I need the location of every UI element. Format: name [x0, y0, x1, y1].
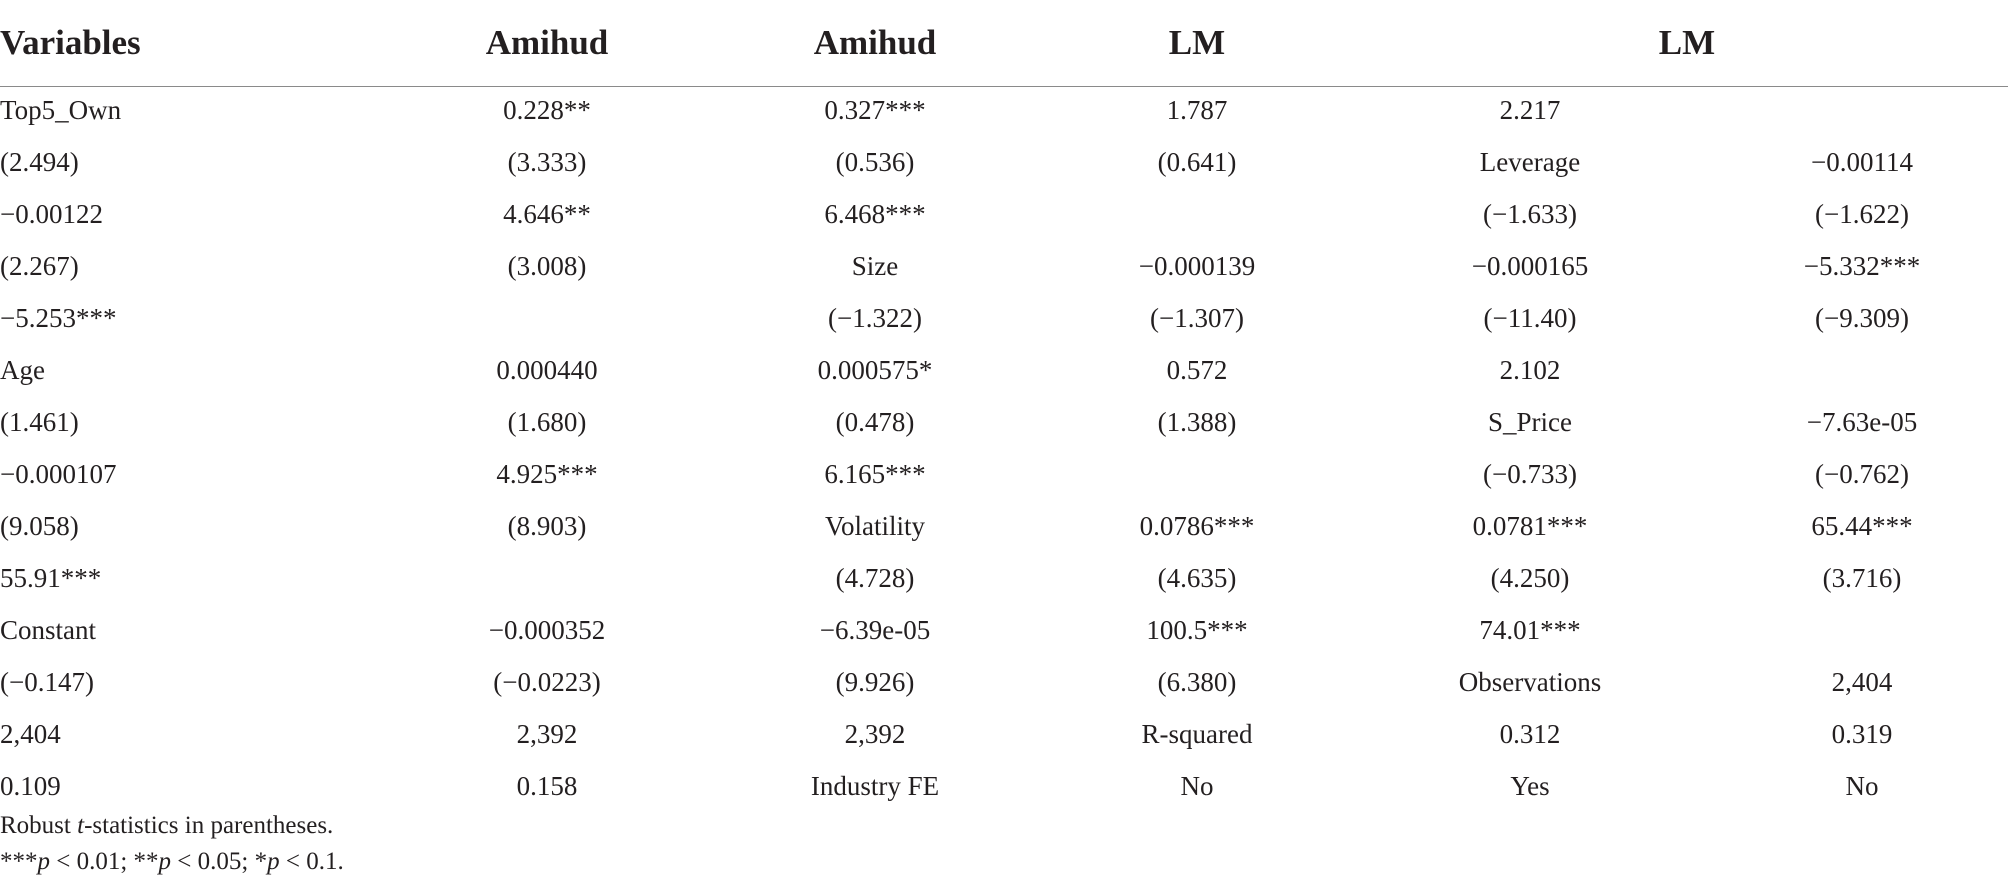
- table-cell: −0.000139: [1138, 251, 1256, 281]
- table-cell: No: [1180, 771, 1214, 801]
- table-cell: 0.0781***: [1472, 511, 1588, 541]
- table-cell: (−0.0223): [493, 667, 601, 697]
- table-cell: 0.319: [1831, 719, 1893, 749]
- table-cell: −0.000107: [0, 459, 117, 489]
- table-cell: −0.000165: [1471, 251, 1589, 281]
- table-row: [0, 762, 2008, 814]
- note-robust-t-statistics: Robust t-statistics in parentheses.: [0, 812, 334, 839]
- table-cell: (3.716): [1822, 563, 1902, 593]
- table-cell: (−0.762): [1815, 459, 1909, 489]
- table-cell: Leverage: [1479, 147, 1581, 177]
- table-cell: (−1.322): [828, 303, 922, 333]
- table-cell: (−11.40): [1483, 303, 1577, 333]
- table-cell: Industry FE: [810, 771, 940, 801]
- header-amihud-1: Amihud: [485, 23, 609, 62]
- table-cell: −7.63e-05: [1806, 407, 1918, 437]
- table-cell: Size: [851, 251, 899, 281]
- table-cell: 6.165***: [824, 459, 926, 489]
- table-cell: 2,404: [1831, 667, 1893, 697]
- table-cell: 0.158: [516, 771, 578, 801]
- table-cell: (8.903): [507, 511, 587, 541]
- table-cell: Top5_Own: [0, 95, 122, 125]
- table-row: [0, 710, 2008, 762]
- table-row: [0, 658, 2008, 710]
- table-row: [0, 450, 2008, 502]
- table-cell: 2,392: [844, 719, 906, 749]
- table-cell: (−0.733): [1483, 459, 1577, 489]
- table-row: [0, 606, 2008, 658]
- table-cell: Age: [0, 355, 45, 385]
- table-cell: 0.0786***: [1139, 511, 1255, 541]
- table-cell: −0.00122: [0, 199, 103, 229]
- table-cell: 0.228**: [503, 95, 591, 125]
- table-cell: (3.008): [507, 251, 587, 281]
- table-row: [0, 554, 2008, 606]
- table-cell: −5.332***: [1803, 251, 1921, 281]
- table-header-row: [0, 0, 2008, 87]
- header-lm-2: LM: [1658, 23, 1716, 62]
- table-cell: Volatility: [824, 511, 926, 541]
- table-cell: (−0.147): [0, 667, 94, 697]
- table-cell: 6.468***: [824, 199, 926, 229]
- table-body: [0, 86, 2008, 814]
- table-cell: S_Price: [1488, 407, 1572, 437]
- table-cell: (1.680): [507, 407, 587, 437]
- table-cell: (3.333): [507, 147, 587, 177]
- table-cell: −0.00114: [1811, 147, 1913, 177]
- table-cell: (−1.622): [1815, 199, 1909, 229]
- table-cell: 2,404: [0, 719, 61, 749]
- table-cell: 0.572: [1166, 355, 1228, 385]
- table-cell: (4.250): [1490, 563, 1570, 593]
- table-cell: (0.536): [835, 147, 915, 177]
- table-row: [0, 86, 2008, 138]
- table-cell: 0.109: [0, 771, 61, 801]
- table-cell: (−9.309): [1815, 303, 1909, 333]
- table-cell: 2.217: [1499, 95, 1561, 125]
- header-lm-1: LM: [1168, 23, 1226, 62]
- table-cell: 100.5***: [1146, 615, 1248, 645]
- table-cell: (9.926): [835, 667, 915, 697]
- table-cell: Observations: [1458, 667, 1602, 697]
- table-notes: [0, 808, 344, 880]
- table-cell: (0.641): [1157, 147, 1237, 177]
- header-amihud-2: Amihud: [813, 23, 937, 62]
- table-cell: 4.925***: [496, 459, 598, 489]
- table-cell: (−1.633): [1483, 199, 1577, 229]
- table-row: [0, 398, 2008, 450]
- table-cell: 74.01***: [1479, 615, 1581, 645]
- table-cell: 1.787: [1166, 95, 1228, 125]
- table-cell: R-squared: [1141, 719, 1253, 749]
- table-cell: (4.635): [1157, 563, 1237, 593]
- table-cell: (4.728): [835, 563, 915, 593]
- table-cell: (0.478): [835, 407, 915, 437]
- table-cell: 2,392: [516, 719, 578, 749]
- table-cell: 2.102: [1499, 355, 1561, 385]
- table-cell: 65.44***: [1811, 511, 1913, 541]
- table-cell: No: [1845, 771, 1879, 801]
- table-row: [0, 346, 2008, 398]
- table-cell: 0.000575*: [817, 355, 933, 385]
- table-cell: (6.380): [1157, 667, 1237, 697]
- table-row: [0, 190, 2008, 242]
- table-row: [0, 502, 2008, 554]
- note-significance-levels: ***p < 0.01; **p < 0.05; *p < 0.1.: [0, 848, 344, 875]
- table-cell: (1.388): [1157, 407, 1237, 437]
- table-cell: 4.646**: [503, 199, 591, 229]
- table-cell: −5.253***: [0, 303, 117, 333]
- table-row: [0, 294, 2008, 346]
- table-cell: (2.494): [0, 147, 79, 177]
- table-cell: (2.267): [0, 251, 79, 281]
- table-row: [0, 242, 2008, 294]
- table-row: [0, 138, 2008, 190]
- table-cell: 0.312: [1499, 719, 1561, 749]
- table-cell: 0.327***: [824, 95, 926, 125]
- table-cell: 55.91***: [0, 563, 102, 593]
- table-cell: (9.058): [0, 511, 79, 541]
- table-cell: −6.39e-05: [819, 615, 931, 645]
- table-cell: −0.000352: [488, 615, 606, 645]
- table-cell: Yes: [1510, 771, 1550, 801]
- table-cell: (1.461): [0, 407, 79, 437]
- table-cell: 0.000440: [496, 355, 598, 385]
- header-variables: Variables: [0, 23, 141, 62]
- table-cell: (−1.307): [1150, 303, 1244, 333]
- table-cell: Constant: [0, 615, 97, 645]
